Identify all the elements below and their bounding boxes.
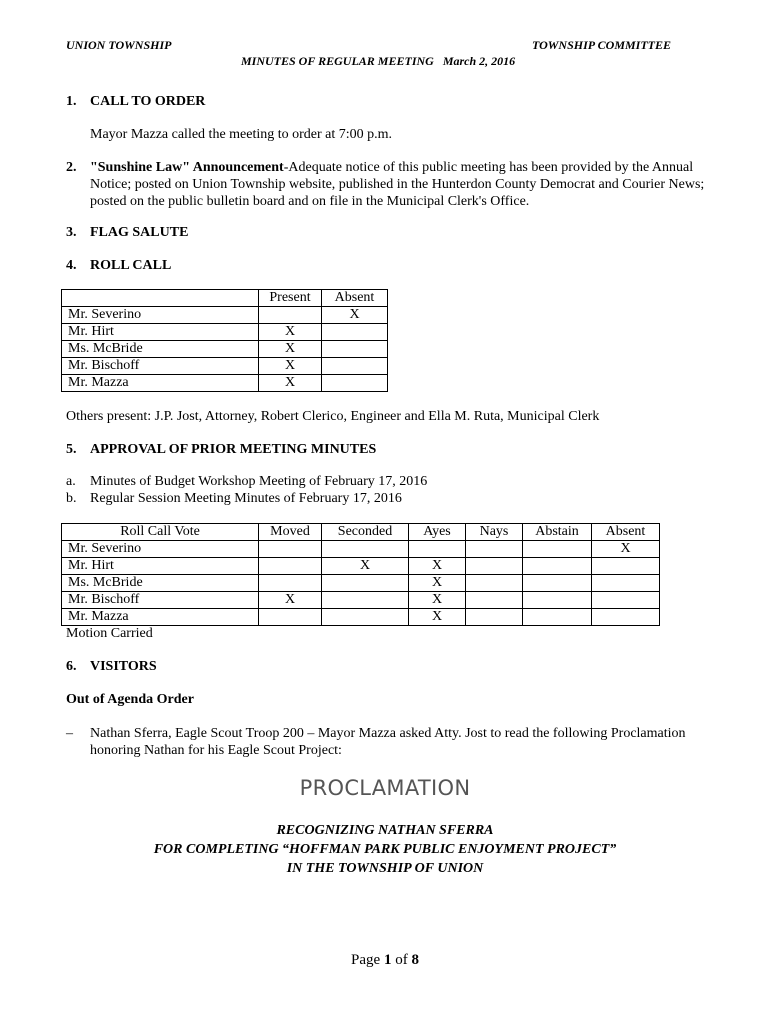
table-cell xyxy=(322,609,409,626)
table-cell: Mr. Hirt xyxy=(62,558,259,575)
item-text: Minutes of Budget Workshop Meeting of February 17, 2016 xyxy=(90,474,428,489)
table-header-cell: Roll Call Vote xyxy=(62,524,259,541)
section-title: "Sunshine Law" Announcement xyxy=(90,160,284,175)
table-header-row xyxy=(62,524,660,541)
table-cell xyxy=(466,541,523,558)
motion-result: Motion Carried xyxy=(66,626,153,641)
visitor-entry xyxy=(66,725,706,759)
table-header-row xyxy=(62,290,388,307)
others-present: Others present: J.P. Jost, Attorney, Robert Clerico, Engineer and Ella M. Ruta, Municipal Clerk xyxy=(66,409,600,424)
table-header-cell xyxy=(62,290,259,307)
table-cell: X xyxy=(409,609,466,626)
proclamation-line-3: IN THE TOWNSHIP OF UNION xyxy=(286,861,484,876)
table-header-cell: Absent xyxy=(592,524,660,541)
table-cell: Mr. Mazza xyxy=(62,609,259,626)
section-sunshine xyxy=(66,159,706,210)
table-cell xyxy=(322,324,388,341)
table-cell xyxy=(322,375,388,392)
table-cell xyxy=(592,592,660,609)
header-left: UNION TOWNSHIP xyxy=(66,38,172,52)
visitor-line-1: Nathan Sferra, Eagle Scout Troop 200 – Mayor Mazza asked Atty. Jost to read the following Proclamation xyxy=(90,726,686,741)
table-cell: Mr. Bischoff xyxy=(62,358,259,375)
table-cell: X xyxy=(409,575,466,592)
item-label: a. xyxy=(66,474,76,489)
section-flag-salute-heading xyxy=(66,225,188,241)
table-cell: Mr. Hirt xyxy=(62,324,259,341)
section-approval-heading xyxy=(66,442,376,458)
table-cell xyxy=(322,592,409,609)
proclamation-line-1: RECOGNIZING NATHAN SFERRA xyxy=(276,823,494,838)
call-to-order-text: Mayor Mazza called the meeting to order at 7:00 p.m. xyxy=(90,127,393,142)
table-cell: Mr. Severino xyxy=(62,541,259,558)
table-header-cell: Abstain xyxy=(523,524,592,541)
table-cell xyxy=(592,558,660,575)
table-cell xyxy=(409,541,466,558)
table-cell xyxy=(322,358,388,375)
table-cell xyxy=(322,541,409,558)
visitor-line-2: honoring Nathan for his Eagle Scout Project: xyxy=(90,743,342,758)
table-row xyxy=(62,307,388,324)
dash-bullet: – xyxy=(66,726,73,741)
table-cell: X xyxy=(592,541,660,558)
table-header-cell: Nays xyxy=(466,524,523,541)
roll-call-table xyxy=(61,289,388,392)
table-header-cell: Moved xyxy=(259,524,322,541)
table-cell xyxy=(259,609,322,626)
sunshine-line-3: posted on the public bulletin board and on file in the Municipal Clerk's Office. xyxy=(90,194,530,209)
section-number: 1. xyxy=(66,94,77,109)
table-cell: X xyxy=(409,558,466,575)
item-label: b. xyxy=(66,491,77,506)
table-cell: X xyxy=(259,592,322,609)
table-cell xyxy=(523,541,592,558)
table-cell xyxy=(523,609,592,626)
section-title: APPROVAL OF PRIOR MEETING MINUTES xyxy=(90,442,377,457)
section-title: VISITORS xyxy=(90,659,157,674)
section-title: FLAG SALUTE xyxy=(90,225,189,240)
table-row xyxy=(62,541,660,558)
table-cell xyxy=(322,341,388,358)
table-header-cell: Absent xyxy=(322,290,388,307)
table-cell: X xyxy=(259,375,322,392)
item-text: Regular Session Meeting Minutes of February 17, 2016 xyxy=(90,491,402,506)
table-cell: X xyxy=(322,307,388,324)
table-cell xyxy=(523,558,592,575)
page-total: 8 xyxy=(411,952,419,968)
table-header-cell: Ayes xyxy=(409,524,466,541)
table-cell xyxy=(523,575,592,592)
proclamation-line-2: FOR COMPLETING “HOFFMAN PARK PUBLIC ENJOYMENT PROJECT” xyxy=(153,842,617,857)
section-roll-call-heading xyxy=(66,258,171,274)
table-cell: Mr. Severino xyxy=(62,307,259,324)
table-row xyxy=(62,375,388,392)
table-row xyxy=(62,609,660,626)
section-number: 6. xyxy=(66,659,77,674)
sunshine-line-2: Notice; posted on Union Township website, published in the Hunterdon County Democrat and Courier News; xyxy=(90,177,705,192)
table-cell: X xyxy=(259,324,322,341)
table-cell xyxy=(466,592,523,609)
table-header-cell: Present xyxy=(259,290,322,307)
table-cell xyxy=(523,592,592,609)
section-title: CALL TO ORDER xyxy=(90,94,206,109)
table-cell xyxy=(322,575,409,592)
table-cell: X xyxy=(259,341,322,358)
table-cell xyxy=(259,575,322,592)
page-number: 1 xyxy=(383,952,392,968)
table-cell: Mr. Mazza xyxy=(62,375,259,392)
table-cell xyxy=(259,307,322,324)
page-footer xyxy=(0,952,770,969)
table-cell: X xyxy=(409,592,466,609)
table-cell xyxy=(592,575,660,592)
section-number: 5. xyxy=(66,442,77,457)
table-header-cell: Seconded xyxy=(322,524,409,541)
header-subtitle: MINUTES OF REGULAR MEETING March 2, 2016 xyxy=(241,54,516,68)
approval-item-a xyxy=(66,474,427,490)
section-title: ROLL CALL xyxy=(90,258,172,273)
table-cell xyxy=(259,541,322,558)
vote-table xyxy=(61,523,660,626)
section-number: 2. xyxy=(66,160,77,175)
of-word: of xyxy=(391,952,412,968)
table-row xyxy=(62,324,388,341)
table-cell: Ms. McBride xyxy=(62,341,259,358)
table-cell: X xyxy=(322,558,409,575)
table-cell xyxy=(592,609,660,626)
table-row xyxy=(62,592,660,609)
table-cell xyxy=(466,609,523,626)
table-cell: Ms. McBride xyxy=(62,575,259,592)
table-cell xyxy=(466,575,523,592)
table-row xyxy=(62,358,388,375)
section-number: 4. xyxy=(66,258,77,273)
out-of-agenda-subheading: Out of Agenda Order xyxy=(66,692,194,707)
table-row xyxy=(62,558,660,575)
table-cell xyxy=(466,558,523,575)
table-cell: X xyxy=(259,358,322,375)
section-call-to-order-heading xyxy=(66,94,205,110)
section-visitors-heading xyxy=(66,659,157,675)
table-row xyxy=(62,341,388,358)
table-row xyxy=(62,575,660,592)
table-cell xyxy=(259,558,322,575)
sunshine-line-1: -Adequate notice of this public meeting has been provided by the Annual xyxy=(283,160,694,175)
header-right: TOWNSHIP COMMITTEE xyxy=(531,38,671,52)
table-cell: Mr. Bischoff xyxy=(62,592,259,609)
proclamation-title: PROCLAMATION xyxy=(299,776,471,800)
section-number: 3. xyxy=(66,225,77,240)
approval-item-b xyxy=(66,491,402,507)
page-word: Page xyxy=(351,952,384,968)
